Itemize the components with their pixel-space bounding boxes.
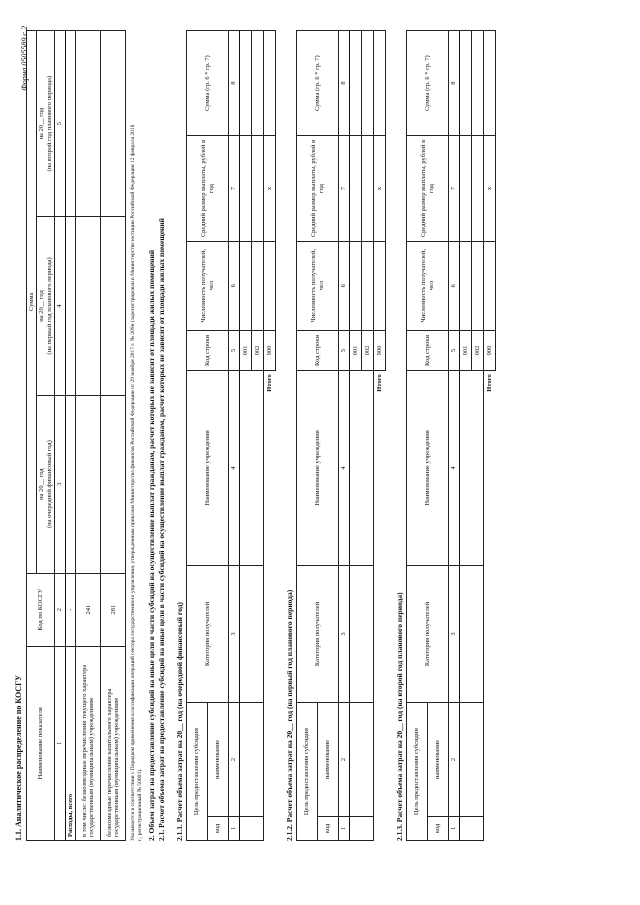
line-code-cell: 001 <box>460 330 472 371</box>
cell-institution[interactable] <box>460 371 484 565</box>
cell-category[interactable] <box>350 565 374 703</box>
line-code-cell: 001 <box>240 330 252 371</box>
total-count[interactable] <box>264 241 276 330</box>
col-number: 1 <box>229 816 240 840</box>
calc-table-title: 2.1.1. Расчет объема затрат на 20__ год (на очередной финансовый год) <box>175 602 185 841</box>
cell-avg[interactable] <box>252 136 264 241</box>
cell-sum[interactable] <box>460 31 472 136</box>
col-number: 4 <box>339 371 350 565</box>
col-code: код <box>428 816 449 840</box>
total-count[interactable] <box>374 241 386 330</box>
kosgu-cell[interactable] <box>76 395 101 573</box>
col-purpose: Цель предоставления субсидии <box>407 703 428 841</box>
col-number: 8 <box>229 31 240 136</box>
cell-code[interactable] <box>240 816 264 840</box>
kosgu-row-281-name: безвозмездные перечисления капитального характера государственным (муниципальным) учреждениям <box>101 646 126 840</box>
line-code-cell: 001 <box>350 330 362 371</box>
col-name: наименование <box>208 703 229 816</box>
col-number: 2 <box>229 703 240 816</box>
col-number: 1 <box>339 816 350 840</box>
kosgu-sum-label: Сумма <box>27 31 37 574</box>
kosgu-section-title: 1.1. Аналитическое распределение по КОСГУ <box>14 674 23 841</box>
kosgu-row-241-code: 241 <box>76 573 101 646</box>
cell-count[interactable] <box>460 241 472 330</box>
col-name: наименование <box>318 703 339 816</box>
col-institution: Наименование учреждения <box>407 371 449 565</box>
kosgu-colnum: 5 <box>55 31 65 217</box>
kosgu-year-1: на 20__ год (на очередной финансовый год) <box>37 395 55 573</box>
col-avg: Средний размер выплаты, рублей в год <box>297 136 339 241</box>
col-sum: Сумма (гр. 6 * гр. 7) <box>187 31 229 136</box>
cell-sum[interactable] <box>350 31 362 136</box>
col-name: наименование <box>428 703 449 816</box>
line-code-cell: 002 <box>362 330 374 371</box>
calc-tables <box>175 30 496 841</box>
kosgu-row-241-name: в том числе: безвозмездные перечисления текущего характера государственным (муниципальным) учреждениям <box>76 646 101 840</box>
kosgu-table <box>26 30 126 841</box>
col-line-code: Код строки <box>407 330 449 371</box>
cell-avg[interactable] <box>240 136 252 241</box>
kosgu-colnum: 3 <box>55 395 65 573</box>
calc-table-title: 2.1.2. Расчет объема затрат на 20__ год (на первый год планового периода) <box>285 589 295 841</box>
cell-sum[interactable] <box>252 31 264 136</box>
form-number: Форма 0505589 с.2 <box>20 26 29 91</box>
col-purpose: Цель предоставления субсидии <box>187 703 208 841</box>
kosgu-row-total-code: - <box>65 573 75 646</box>
kosgu-year-2: на 20__ год (на первый год планового периода) <box>37 217 55 395</box>
cell-code[interactable] <box>350 816 374 840</box>
cell-avg[interactable] <box>472 136 484 241</box>
section-2-1-title: 2.1. Расчет объема затрат на предоставление субсидий на иные цели в части субсидий на осуществление выплат гражданам, расчет которых не зависит от площади жилых помещений <box>157 218 167 841</box>
total-x-mark: x <box>264 136 276 241</box>
cell-count[interactable] <box>240 241 252 330</box>
col-number: 7 <box>229 136 240 241</box>
section-2-title: 2. Объем затрат на предоставление субсидий на иные цели в части субсидий на осуществление выплат гражданам, расчет которых не зависит от площади жилых помещений <box>147 249 157 841</box>
col-sum: Сумма (гр. 6 * гр. 7) <box>297 31 339 136</box>
col-number: 5 <box>339 330 350 371</box>
cell-count[interactable] <box>362 241 374 330</box>
total-code: 900 <box>484 330 496 371</box>
kosgu-col-name: Наименование показателя <box>27 646 55 840</box>
cell-category[interactable] <box>240 565 264 703</box>
col-number: 3 <box>229 565 240 703</box>
col-avg: Средний размер выплаты, рублей в год <box>187 136 229 241</box>
cell-name[interactable] <box>240 703 264 816</box>
total-code: 900 <box>374 330 386 371</box>
kosgu-cell[interactable] <box>101 395 126 573</box>
col-institution: Наименование учреждения <box>187 371 229 565</box>
col-number: 3 <box>339 565 350 703</box>
col-number: 8 <box>339 31 350 136</box>
cell-sum[interactable] <box>362 31 374 136</box>
line-code-cell: 002 <box>472 330 484 371</box>
kosgu-cell[interactable] <box>101 31 126 217</box>
col-number: 6 <box>449 241 460 330</box>
kosgu-row-281-code: 281 <box>101 573 126 646</box>
col-number: 6 <box>339 241 350 330</box>
kosgu-cell[interactable] <box>65 217 75 395</box>
col-category: Категория получателей <box>297 565 339 703</box>
col-number: 6 <box>229 241 240 330</box>
total-x-mark: x <box>484 136 496 241</box>
col-number: 2 <box>449 703 460 816</box>
kosgu-row-total-name: Расходы, всего <box>65 646 75 840</box>
col-category: Категория получателей <box>187 565 229 703</box>
total-count[interactable] <box>484 241 496 330</box>
col-number: 7 <box>339 136 350 241</box>
total-label: Итого <box>264 371 276 841</box>
col-number: 3 <box>449 565 460 703</box>
col-purpose: Цель предоставления субсидии <box>297 703 318 841</box>
kosgu-cell[interactable] <box>101 217 126 395</box>
col-avg: Средний размер выплаты, рублей в год <box>407 136 449 241</box>
total-sum[interactable] <box>374 31 386 136</box>
kosgu-cell[interactable] <box>76 31 101 217</box>
kosgu-cell[interactable] <box>65 31 75 217</box>
total-sum[interactable] <box>264 31 276 136</box>
col-number: 1 <box>449 816 460 840</box>
kosgu-year-3: на 20__ год (на второй год планового периода) <box>37 31 55 217</box>
kosgu-colnum: 2 <box>55 573 65 646</box>
calc-table <box>296 30 386 841</box>
calc-table-title: 2.1.3. Расчет объема затрат на 20__ год (на второй год планового периода) <box>395 592 405 841</box>
col-number: 5 <box>229 330 240 371</box>
cell-institution[interactable] <box>350 371 374 565</box>
col-count: Численность получателей, чел <box>407 241 449 330</box>
cell-avg[interactable] <box>362 136 374 241</box>
cell-code[interactable] <box>460 816 484 840</box>
cell-name[interactable] <box>350 703 374 816</box>
col-line-code: Код строки <box>187 330 229 371</box>
total-code: 900 <box>264 330 276 371</box>
col-institution: Наименование учреждения <box>297 371 339 565</box>
cell-count[interactable] <box>472 241 484 330</box>
line-code-cell: 002 <box>252 330 264 371</box>
total-label: Итого <box>484 371 496 841</box>
col-line-code: Код строки <box>297 330 339 371</box>
kosgu-col-code: Код по КОСГУ <box>27 573 55 646</box>
col-number: 2 <box>339 703 350 816</box>
col-category: Категория получателей <box>407 565 449 703</box>
cell-count[interactable] <box>252 241 264 330</box>
kosgu-cell[interactable] <box>65 395 75 573</box>
cell-count[interactable] <box>350 241 362 330</box>
col-number: 7 <box>449 136 460 241</box>
calc-table <box>406 30 496 841</box>
col-number: 4 <box>229 371 240 565</box>
calc-table <box>186 30 276 841</box>
cell-name[interactable] <box>460 703 484 816</box>
kosgu-colnum: 1 <box>55 646 65 840</box>
kosgu-cell[interactable] <box>76 217 101 395</box>
total-label: Итого <box>374 371 386 841</box>
kosgu-colnum: 4 <box>55 217 65 395</box>
col-number: 8 <box>449 31 460 136</box>
cell-sum[interactable] <box>472 31 484 136</box>
cell-avg[interactable] <box>350 136 362 241</box>
col-sum: Сумма (гр. 6 * гр. 7) <box>407 31 449 136</box>
kosgu-footnote: Указывается в соответствии с Порядком применения классификации операций сектора государственного управления, утвержденным приказом Министерства финансов Российской Федерации от 29 ноября 2017 г. № 209н (зарегистрирован в Министерстве юстиции Российской Федерации 12 февраля 2018 г., регистрационный № 50003). <box>130 124 144 841</box>
col-code: код <box>318 816 339 840</box>
cell-sum[interactable] <box>240 31 252 136</box>
cell-avg[interactable] <box>460 136 472 241</box>
col-code: код <box>208 816 229 840</box>
col-number: 4 <box>449 371 460 565</box>
col-number: 5 <box>449 330 460 371</box>
cell-category[interactable] <box>460 565 484 703</box>
col-count: Численность получателей, чел <box>297 241 339 330</box>
total-x-mark: x <box>374 136 386 241</box>
col-count: Численность получателей, чел <box>187 241 229 330</box>
cell-institution[interactable] <box>240 371 264 565</box>
total-sum[interactable] <box>484 31 496 136</box>
